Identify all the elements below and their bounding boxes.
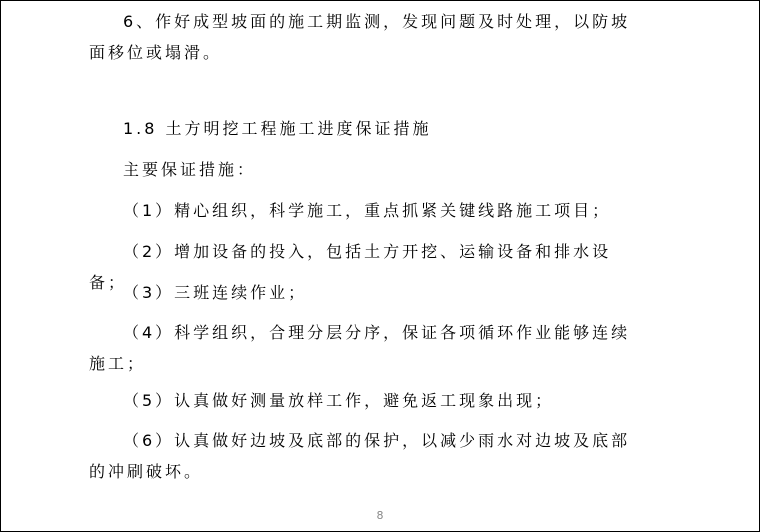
- list-item-6: （6）认真做好边坡及底部的保护，以减少雨水对边坡及底部的冲刷破坏。: [89, 431, 631, 481]
- list-item-4: （4）科学组织，合理分层分序，保证各项循环作业能够连续施工；: [89, 323, 631, 373]
- list-item-3: （3）三班连续作业；: [123, 283, 308, 302]
- paragraph-intro: 主要保证措施：: [123, 160, 257, 179]
- section-heading: 1.8 土方明挖工程施工进度保证措施: [123, 119, 432, 138]
- list-item-5: （5）认真做好测量放样工作，避免返工现象出现；: [123, 391, 555, 410]
- list-item-2: （2）增加设备的投入，包括土方开挖、运输设备和排水设备；: [89, 242, 612, 292]
- list-item-1: （1）精心组织，科学施工，重点抓紧关键线路施工项目；: [123, 201, 612, 220]
- paragraph-slope-monitoring: 6、作好成型坡面的施工期监测，发现问题及时处理，以防坡面移位或塌滑。: [89, 12, 631, 62]
- page-number: 8: [376, 509, 384, 522]
